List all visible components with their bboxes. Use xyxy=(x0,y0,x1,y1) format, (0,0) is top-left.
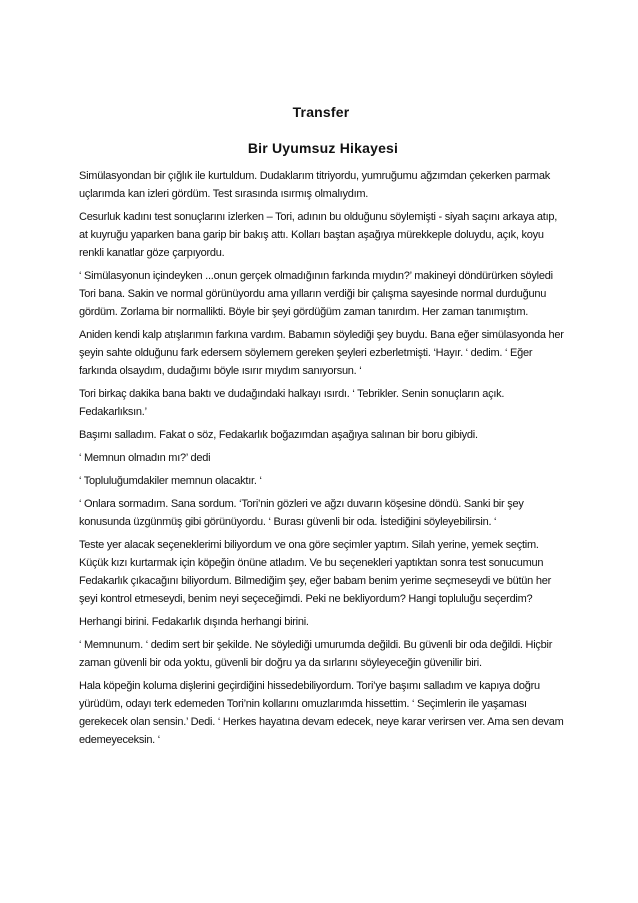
paragraph: Herhangi birini. Fedakarlık dışında herhangi birini. xyxy=(79,616,309,628)
paragraph: ‘ Topluluğumdakiler memnun olacaktır. ‘ xyxy=(79,475,262,487)
paragraph: ‘ Simülasyonun içindeyken ...onun gerçek olmadığının farkında mıydın?’ makineyi döndürürken söyledi Tori bana. Sakin ve normal görünüyordu ama yılların verdiği bir çalışma sayesinde normal durduğunu gördüm. Zorlama bir normallikti. Böyle bir şeyi gördüğüm zaman tanırdım. Her zaman tanımıştım. xyxy=(79,270,553,318)
paragraph: Tori birkaç dakika bana baktı ve dudağındaki halkayı ısırdı. ‘ Tebrikler. Senin sonuçların açık. Fedakarlıksın.’ xyxy=(79,388,505,418)
paragraph: Hala köpeğin koluma dişlerini geçirdiğini hissedebiliyordum. Tori’ye başımı salladım ve kapıya doğru yürüdüm, odayı terk edemeden Tori’nin kollarını omuzlarımda hissettim. ‘ Seçimlerin ile yaşaması gerekecek olan sensin.’ Dedi. ‘ Herkes hayatına devam edecek, neye karar verirsen ver. Ama sen devam edemeyeceksin. ‘ xyxy=(79,680,564,746)
paragraph: Cesurluk kadını test sonuçlarını izlerken – Tori, adının bu olduğunu söylemişti - siyah saçını arkaya atıp, at kuyruğu yaparken bana garip bir bakış attı. Kolları baştan aşağıya mürekkeple doluydu, açık, koyu renkli kanatlar göze çarpıyordu. xyxy=(79,211,558,259)
paragraph: ‘ Onlara sormadım. Sana sordum. ‘Tori’nin gözleri ve ağzı duvarın köşesine döndü. Sanki bir şey konusunda üzgünmüş gibi görünüyordu. ‘ Burası güvenli bir oda. İstediğini söyleyebilirsin. ‘ xyxy=(79,498,524,528)
paragraph: Teste yer alacak seçeneklerimi biliyordum ve ona göre seçimler yaptım. Silah yerine, yemek seçtim. Küçük kızı kurtarmak için köpeğin önüne atladım. Ve bu seçenekleri yaptıktan sonra test sonucumun Fedakarlık çıkacağını biliyordum. Bilmediğim şey, eğer babam benim yerime seçmeseydi ve bütün her şeyi kontrol etmeseydi, benim neyi seçeceğimdi. Peki ne bekliyordum? Hangi topluluğu seçerdim? xyxy=(79,539,551,605)
document-body xyxy=(79,167,565,754)
paragraph: Simülasyondan bir çığlık ile kurtuldum. Dudaklarım titriyordu, yumruğumu ağzımdan çekerken parmak uçlarımda kan izleri gördüm. Test sırasında ısırmış olmalıydım. xyxy=(79,170,550,200)
document-subtitle: Bir Uyumsuz Hikayesi xyxy=(247,140,399,156)
paragraph: ‘ Memnunum. ‘ dedim sert bir şekilde. Ne söylediği umurumda değildi. Bu güvenli bir oda değildi. Hiçbir zaman güvenli bir oda yoktu, güvenli bir doğru ya da sırlarını söyleyeceğin güvenilir biri. xyxy=(79,639,553,669)
document-title: Transfer xyxy=(292,104,350,120)
paragraph: Aniden kendi kalp atışlarımın farkına vardım. Babamın söylediği şey buydu. Bana eğer simülasyonda her şeyin sahte olduğunu fark edersem söylemem gereken şeyleri ezberletmişti. ‘Hayır. ‘ dedim. ‘ Eğer farkında olsaydım, dudağımı böyle ısırır mıydım sanıyorsun. ‘ xyxy=(79,329,564,377)
paragraph: Başımı salladım. Fakat o söz, Fedakarlık boğazımdan aşağıya salınan bir boru gibiydi. xyxy=(79,429,478,441)
paragraph: ‘ Memnun olmadın mı?’ dedi xyxy=(79,452,211,464)
